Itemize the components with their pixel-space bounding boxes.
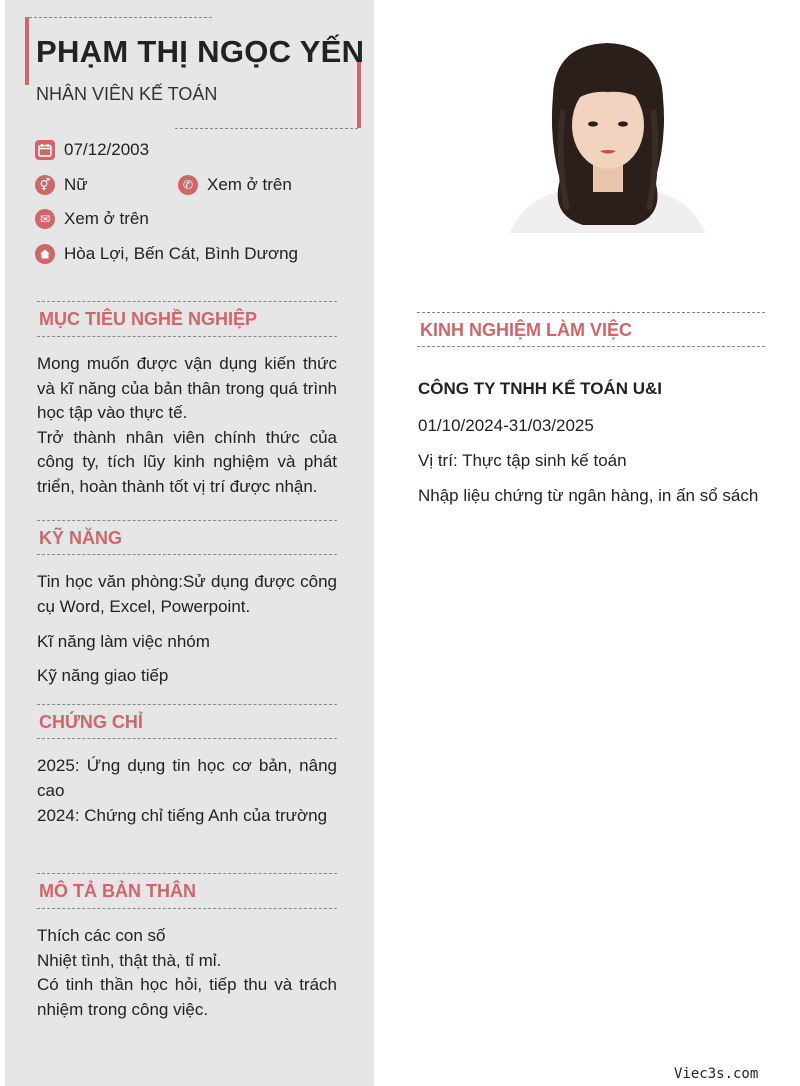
watermark: Viec3s.com bbox=[674, 1066, 759, 1082]
certificates-divider-bottom bbox=[37, 738, 337, 739]
phone-icon: ✆ bbox=[178, 175, 198, 195]
skills-divider-top bbox=[37, 520, 337, 521]
contact-phone bbox=[178, 175, 292, 195]
experience-heading: KINH NGHIỆM LÀM VIỆC bbox=[420, 320, 633, 340]
skills-heading: KỸ NĂNG bbox=[39, 528, 123, 548]
address-value: Hòa Lợi, Bến Cát, Bình Dương bbox=[64, 244, 299, 263]
experience-company: CÔNG TY TNHH KẾ TOÁN U&I bbox=[418, 379, 662, 398]
skills-divider-bottom bbox=[37, 554, 337, 555]
contact-gender bbox=[35, 175, 88, 195]
certificates-heading: CHỨNG CHỈ bbox=[39, 712, 143, 732]
calendar-icon bbox=[35, 140, 55, 160]
experience-period: 01/10/2024-31/03/2025 bbox=[418, 416, 594, 435]
certificates-divider-top bbox=[37, 704, 337, 705]
experience-divider-top bbox=[417, 312, 765, 313]
about-text bbox=[37, 924, 337, 1022]
objective-line: Trở thành nhân viên chính thức của công ty, tích lũy kinh nghiệm và phát triển, hoàn thành tốt vị trí được nhận. bbox=[37, 427, 337, 496]
skill-item: Tin học văn phòng:Sử dụng được công cụ Word, Excel, Powerpoint. bbox=[37, 572, 337, 616]
skill-item: Kỹ năng giao tiếp bbox=[37, 666, 169, 685]
contact-birthday bbox=[35, 140, 149, 160]
experience-position: Vị trí: Thực tập sinh kế toán bbox=[418, 451, 627, 470]
job-title: NHÂN VIÊN KẾ TOÁN bbox=[36, 84, 218, 104]
name-divider-bottom bbox=[175, 128, 358, 129]
skill-item: Kĩ năng làm việc nhóm bbox=[37, 632, 210, 651]
objective-text bbox=[37, 352, 337, 499]
phone-value: Xem ở trên bbox=[207, 175, 292, 194]
about-divider-bottom bbox=[37, 908, 337, 909]
objective-line: Mong muốn được vận dụng kiến thức và kĩ năng của bản thân trong quá trình học tập vào thực tế. bbox=[37, 354, 337, 422]
contact-address bbox=[35, 244, 298, 264]
about-line: Thích các con số bbox=[37, 926, 166, 945]
about-line: Nhiệt tình, thật thà, tỉ mỉ. bbox=[37, 950, 222, 970]
name-accent-bar-left bbox=[25, 17, 29, 85]
mail-icon: ✉ bbox=[35, 209, 55, 229]
gender-value: Nữ bbox=[64, 175, 88, 194]
certificate-item: 2024: Chứng chỉ tiếng Anh của trường bbox=[37, 806, 328, 825]
about-line: Có tinh thần học hỏi, tiếp thu và trách nhiệm trong công việc. bbox=[37, 975, 337, 1019]
gender-icon: ⚥ bbox=[35, 175, 55, 195]
email-value: Xem ở trên bbox=[64, 209, 149, 228]
about-divider-top bbox=[37, 873, 337, 874]
birthday-value: 07/12/2003 bbox=[64, 140, 150, 159]
contact-email bbox=[35, 209, 149, 229]
full-name: PHẠM THỊ NGỌC YẾN bbox=[36, 34, 365, 69]
about-heading: MÔ TẢ BẢN THÂN bbox=[39, 881, 196, 901]
name-divider-top bbox=[29, 17, 212, 18]
objective-heading: MỤC TIÊU NGHỀ NGHIỆP bbox=[39, 309, 258, 329]
home-icon bbox=[35, 244, 55, 264]
certificate-item: 2025: Ứng dụng tin học cơ bản, nâng cao bbox=[37, 756, 337, 800]
experience-divider-bottom bbox=[417, 346, 765, 347]
objective-divider-top bbox=[37, 301, 337, 302]
objective-divider-bottom bbox=[37, 336, 337, 337]
profile-photo bbox=[505, 40, 710, 233]
experience-description: Nhập liệu chứng từ ngân hàng, in ấn sổ sách bbox=[418, 486, 759, 505]
